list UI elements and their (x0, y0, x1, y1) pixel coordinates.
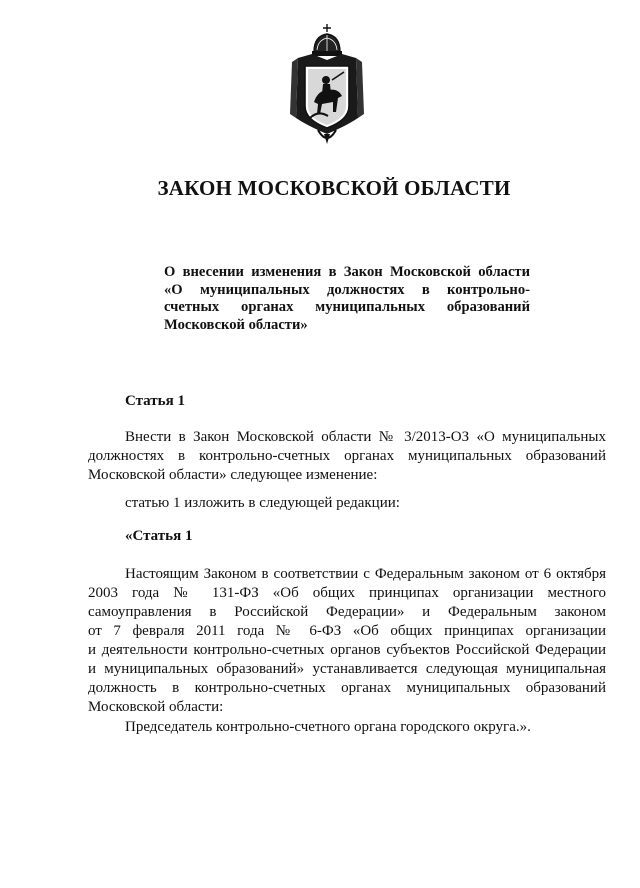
municipal-position: Председатель контрольно-счетного органа городского округа.». (125, 719, 531, 735)
paragraph-line: Внести в Закон Московской области № 3/2013-ОЗ «О муниципальных (125, 429, 606, 445)
amendment-instruction: статью 1 изложить в следующей редакции: (125, 495, 400, 511)
article-heading: Статья 1 (125, 393, 185, 409)
coat-of-arms-icon (288, 22, 366, 148)
article-intro-paragraph (88, 428, 606, 485)
subject-line: счетных органах муниципальных образований (164, 299, 530, 315)
subject-line: Московской области» (164, 316, 308, 333)
paragraph-line: от 7 февраля 2011 года № 6-ФЗ «Об общих принципах организации (88, 623, 606, 639)
law-subject (164, 264, 530, 334)
subject-line: О внесении изменения в Закон Московской области (164, 264, 530, 280)
law-title: ЗАКОН МОСКОВСКОЙ ОБЛАСТИ (157, 176, 511, 200)
paragraph-line: должностях в контрольно-счетных органах муниципальных образований (88, 448, 606, 464)
paragraph-line: Московской области: (88, 699, 224, 715)
paragraph-line: должность в контрольно-счетных органах муниципальных образований (88, 680, 606, 696)
paragraph-line: и муниципальных образований» устанавливается следующая муниципальная (88, 661, 606, 677)
new-article-heading: «Статья 1 (125, 528, 193, 544)
paragraph-line: Московской области» следующее изменение: (88, 467, 378, 483)
paragraph-line: и деятельности контрольно-счетных органов субъектов Российской Федерации (88, 642, 606, 658)
paragraph-line: Настоящим Законом в соответствии с Федеральным законом от 6 октября (125, 566, 606, 582)
subject-line: «О муниципальных должностях в контрольно- (164, 281, 530, 298)
paragraph-line: самоуправления в Российской Федерации» и Федеральным законом (88, 604, 606, 620)
new-article-paragraph (88, 565, 606, 717)
paragraph-line: 2003 года № 131-ФЗ «Об общих принципах организации местного (88, 585, 606, 601)
